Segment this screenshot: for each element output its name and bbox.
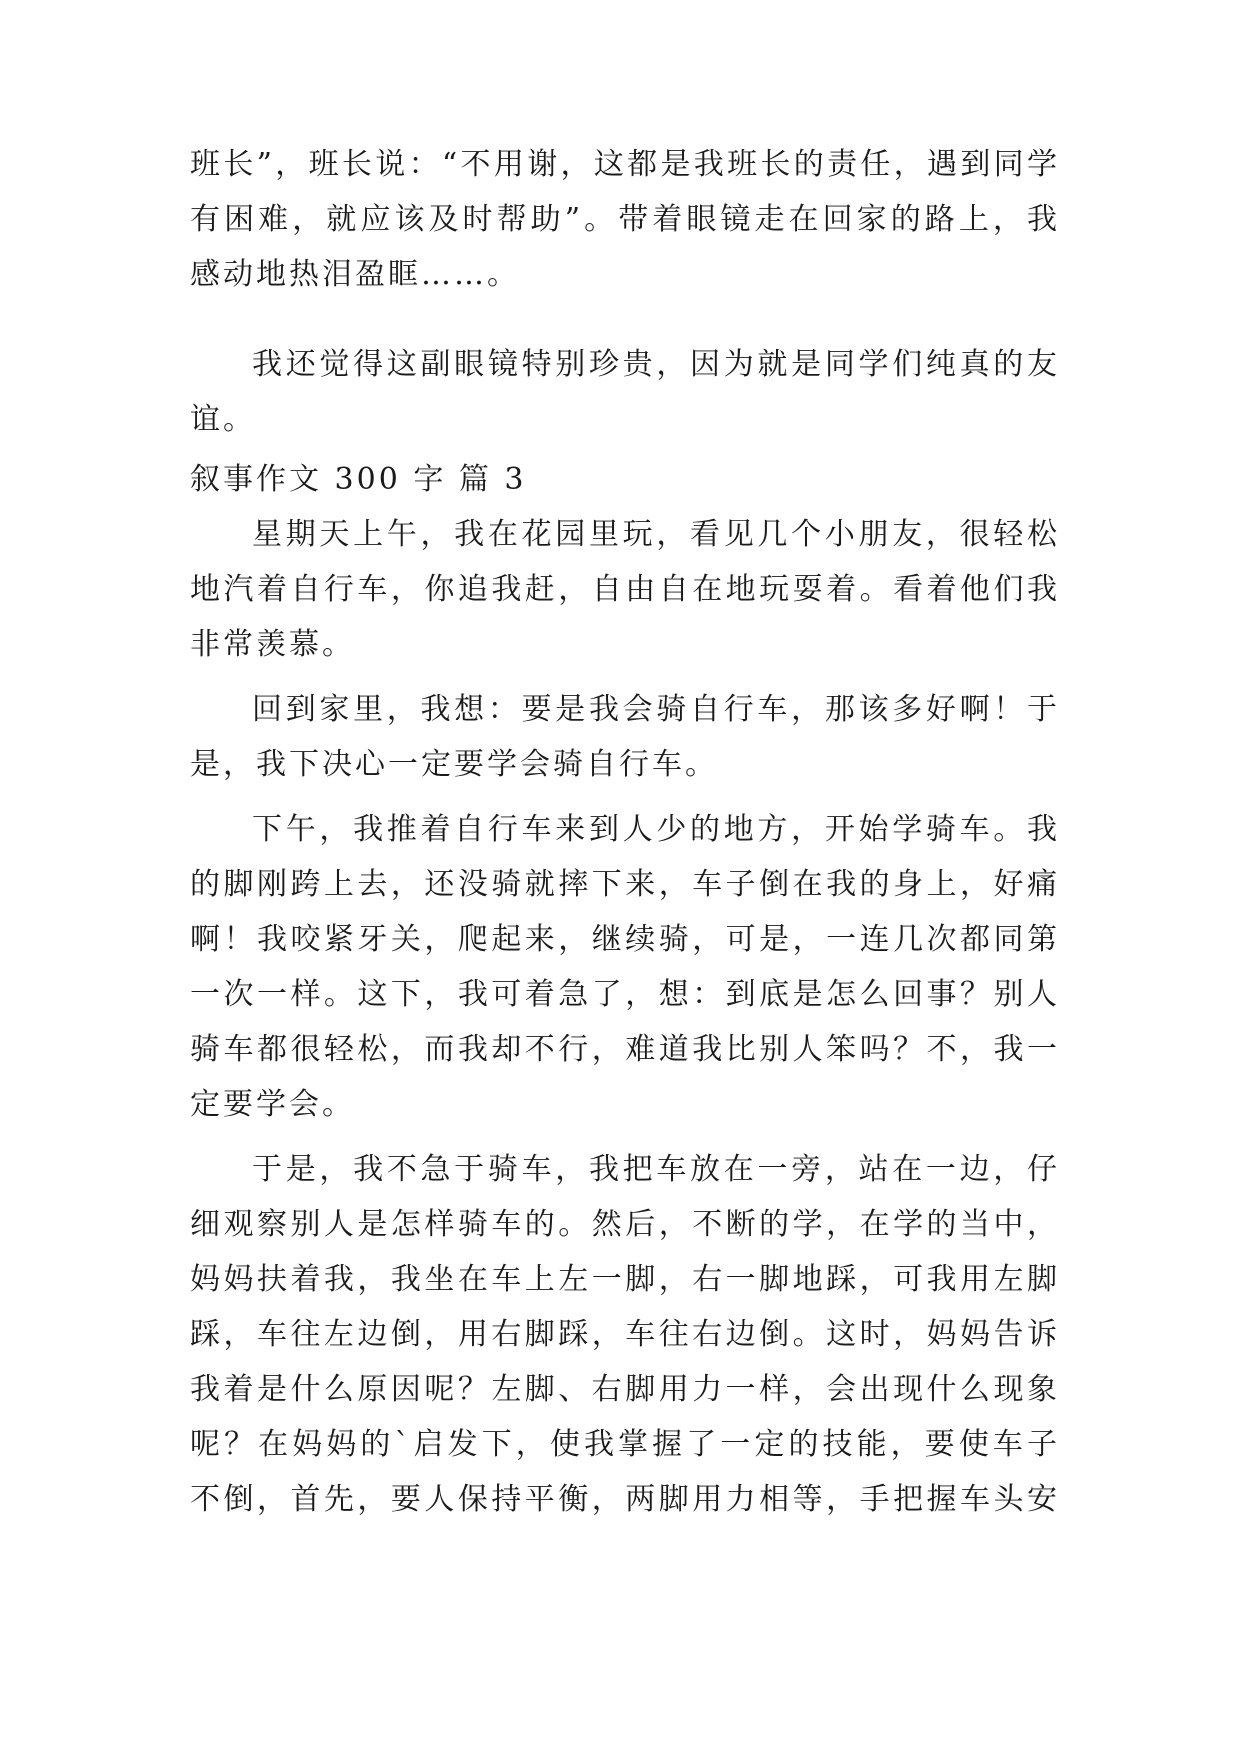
text-line: 踩，车往左边倒，用右脚踩，车往右边倒。这时，妈妈告诉 <box>190 1317 1060 1352</box>
text-line: 感动地热泪盈眶……。 <box>190 257 520 292</box>
text-line: 啊！我咬紧牙关，爬起来，继续骑，可是，一连几次都同第 <box>190 922 1060 957</box>
text-line: 我着是什么原因呢？左脚、右脚用力一样，会出现什么现象 <box>190 1372 1060 1407</box>
text-line: 我还觉得这副眼镜特别珍贵，因为就是同学们纯真的友 <box>252 347 1060 382</box>
text-line: 不倒，首先，要人保持平衡，两脚用力相等，手把握车头安 <box>190 1482 1060 1517</box>
text-line: 细观察别人是怎样骑车的。然后，不断的学，在学的当中， <box>190 1207 1060 1242</box>
text-line: 骑车都很轻松，而我却不行，难道我比别人笨吗？不，我一 <box>190 1032 1060 1067</box>
text-line: 呢？在妈妈的`启发下，使我掌握了一定的技能，要使车子 <box>190 1427 1060 1462</box>
text-line: 有困难，就应该及时帮助”。带着眼镜走在回家的路上，我 <box>190 202 1060 237</box>
text-line: 定要学会。 <box>190 1087 355 1122</box>
text-line: 一次一样。这下，我可着急了，想：到底是怎么回事？别人 <box>190 977 1060 1012</box>
text-line: 回到家里，我想：要是我会骑自行车，那该多好啊！于 <box>252 692 1060 727</box>
text-line: 谊。 <box>190 402 256 437</box>
text-line: 星期天上午，我在花园里玩，看见几个小朋友，很轻松 <box>252 517 1060 552</box>
text-line: 妈妈扶着我，我坐在车上左一脚，右一脚地踩，可我用左脚 <box>190 1262 1060 1297</box>
text-line: 非常羡慕。 <box>190 627 355 662</box>
text-line: 地汽着自行车，你追我赶，自由自在地玩耍着。看着他们我 <box>190 572 1060 607</box>
text-line: 是，我下决心一定要学会骑自行车。 <box>190 747 718 782</box>
section-heading: 叙事作文 300 字 篇 3 <box>190 462 527 497</box>
text-line: 的脚刚跨上去，还没骑就摔下来，车子倒在我的身上，好痛 <box>190 867 1060 902</box>
text-line: 班长”，班长说：“不用谢，这都是我班长的责任，遇到同学 <box>190 147 1060 182</box>
text-line: 下午，我推着自行车来到人少的地方，开始学骑车。我 <box>252 812 1060 847</box>
text-line: 于是，我不急于骑车，我把车放在一旁，站在一边，仔 <box>252 1152 1060 1187</box>
